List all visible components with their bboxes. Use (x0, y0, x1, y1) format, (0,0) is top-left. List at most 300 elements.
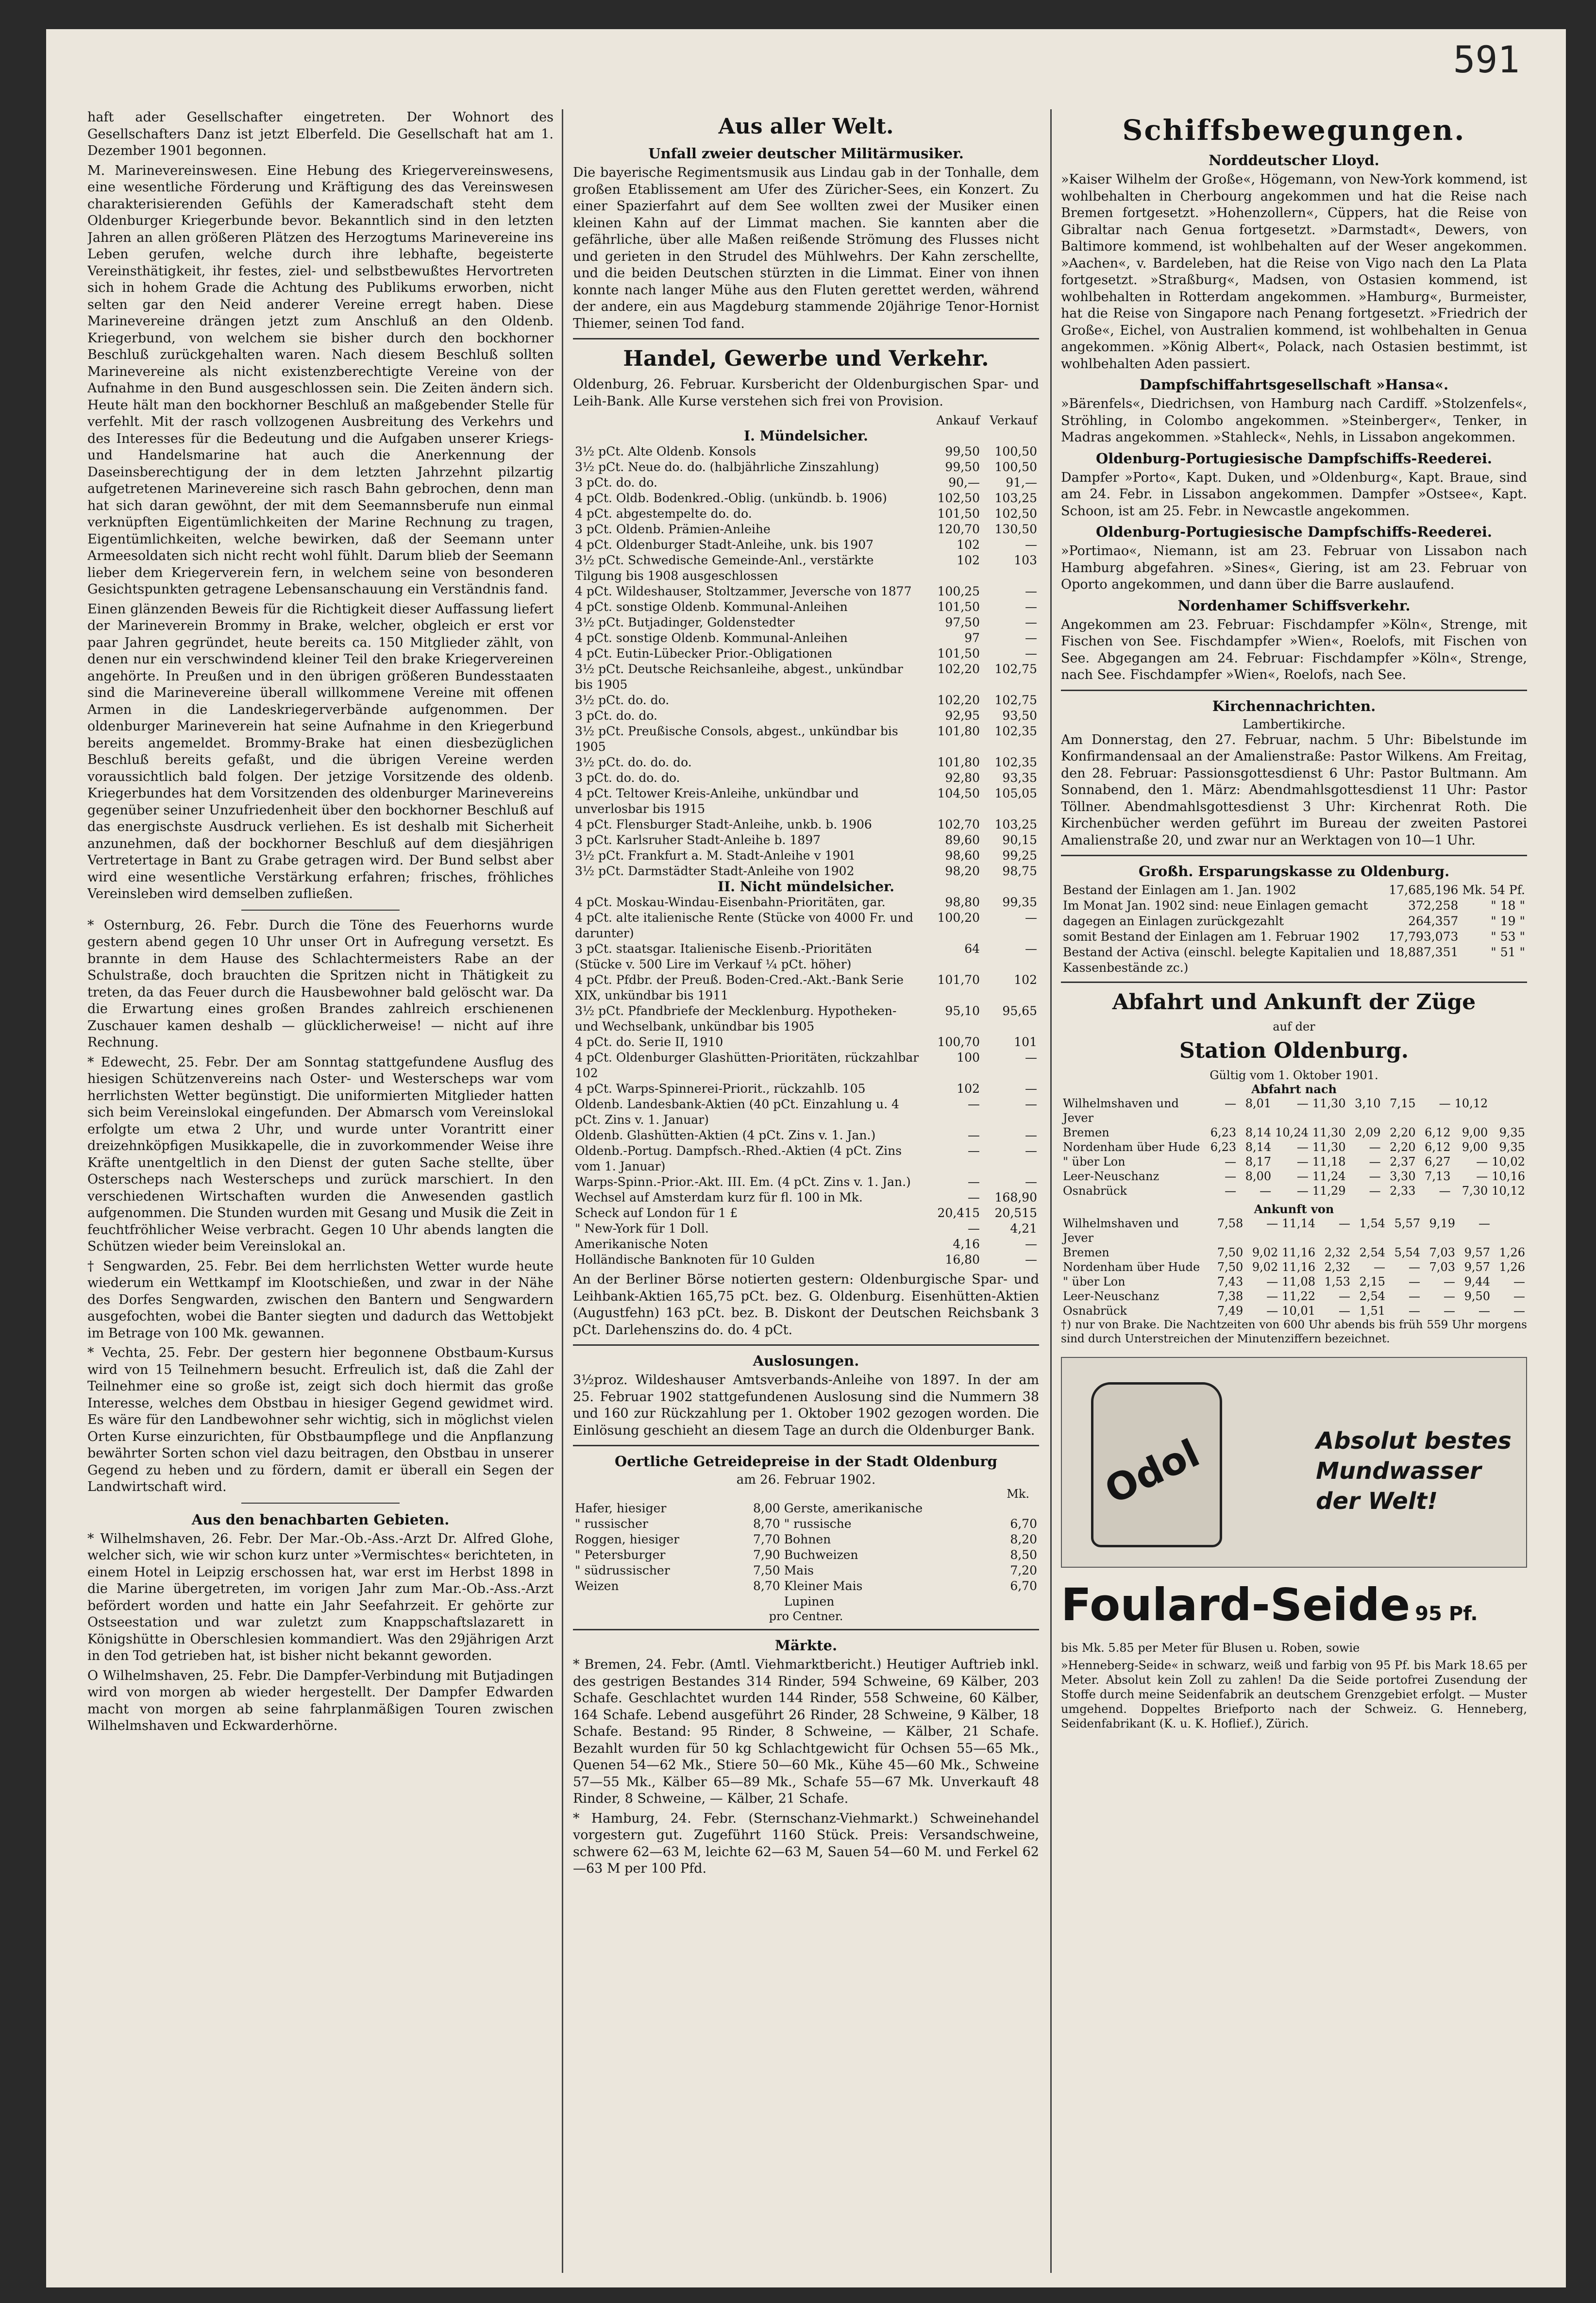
table-cell: 20,515 (994, 1206, 1037, 1220)
table-row (573, 553, 1039, 584)
table-row (573, 864, 1039, 879)
kurs-table (573, 413, 1039, 1268)
foulard-text: »Henneberg-Seide« in schwarz, weiß und farbig von 95 Pf. bis Mark 18.65 per Meter. Absolut kein Zoll zu zahlen! Da die Seide portofrei Zusendung der Stoffe durch meine Seidenfabrik an deutschem Grenzgebiet erfolgt. — Muster umgehend. Doppeltes Briefporto nach der Schweiz. G. Henneberg, Seidenfabrikant (K. u. K. Hoflief.), Zürich. (1061, 1659, 1527, 1730)
table-cell: 102,20 (937, 662, 980, 676)
table-cell: 100,50 (994, 444, 1037, 458)
table-row (573, 1547, 1039, 1563)
table-cell: 17,793,073 (1389, 930, 1459, 944)
getreide-table (573, 1501, 1039, 1609)
table-cell: 102,20 (937, 693, 980, 707)
table-cell: 98,20 (945, 864, 980, 878)
table-row (573, 1097, 1039, 1128)
foulard-advertisement (1061, 1578, 1527, 1731)
table-cell: 8,14 (1245, 1126, 1272, 1139)
table-cell: — (1025, 1128, 1037, 1142)
table-cell: — (1025, 538, 1037, 552)
table-cell: II. Nicht mündelsicher. (718, 879, 894, 895)
table-cell: 9,57 (1464, 1260, 1490, 1274)
table-cell: 99,35 (1002, 895, 1037, 909)
table-cell: 4 pCt. Moskau-Windau-Eisenbahn-Prioritäten, gar. (575, 895, 886, 909)
table-cell: 7,49 (1217, 1304, 1243, 1318)
table-section-heading (573, 428, 1039, 444)
table-cell: 3 pCt. Oldenb. Prämien-Anleihe (575, 522, 771, 536)
table-cell: 8,20 (1010, 1532, 1037, 1546)
abfahrt-table (1061, 1096, 1527, 1198)
table-cell: Bremen (1063, 1246, 1109, 1259)
kursbericht-intro: Oldenburg, 26. Februar. Kursbericht der Oldenburgischen Spar- und Leih-Bank. Alle Kurse verstehen sich frei von Provision. (573, 377, 1039, 409)
table-cell: 4 pCt. Oldenburger Glashütten-Prioritäten, rückzahlbar 102 (575, 1050, 919, 1080)
column-right (1061, 109, 1527, 2268)
table-cell: 2,37 (1390, 1155, 1416, 1168)
divider (573, 1629, 1039, 1630)
table-cell: 100,25 (937, 584, 980, 598)
table-cell: 3½ pCt. do. do. do. (575, 755, 692, 769)
table-cell: 102,75 (994, 662, 1037, 676)
table-row (573, 1221, 1039, 1236)
table-cell: Warps-Spinn.-Prior.-Akt. III. Em. (4 pCt. Zins v. 1. Jan.) (575, 1175, 911, 1189)
table-cell: 8,00 (1245, 1169, 1272, 1183)
table-row (573, 1128, 1039, 1143)
table-cell: 99,50 (945, 460, 980, 474)
article-osternburg: * Osternburg, 26. Febr. Durch die Töne des Feuerhorns wurde gestern abend gegen 10 Uhr unser Ort in Aufregung versetzt. Es brannte in dem Hause des Schlachtermeisters Rabe an der Schulstraße, doch brauchten die Spritzen nicht in Thätigkeit zu treten, da das Feuer durch die Hausbewohner bald gelöscht war. Da die Erwartung eines großen Brandes zahlreich erschienenen Zuschauer kamen deshalb — glücklicherweise! — nicht auf ihre Rechnung. (87, 917, 554, 1050)
table-cell: 7,20 (1010, 1563, 1037, 1577)
table-row (573, 661, 1039, 693)
berlin-boerse: An der Berliner Börse notierten gestern: Oldenburgische Spar- und Leihbank-Aktien 165,75 pCt. bez. G. Oldenburg. Eisenhütten-Aktien (Augustfehn) 163 pCt. bez. B. Diskont der Deutschen Reichsbank 3 pCt. Darlehenszins do. do. 4 pCt. (573, 1272, 1039, 1338)
table-cell: " New-York für 1 Doll. (575, 1221, 709, 1236)
table-cell: 11,29 (1312, 1184, 1346, 1198)
foulard-side: bis Mk. 5.85 per Meter für Blusen u. Roben, sowie (1061, 1641, 1360, 1655)
table-cell: — (1266, 1304, 1278, 1318)
table-cell: 102,50 (994, 507, 1037, 521)
section-heading: Aus aller Welt. (718, 114, 894, 139)
table-cell: Hafer, hiesiger (575, 1501, 667, 1515)
table-cell: 11,18 (1312, 1155, 1346, 1168)
table-row (573, 895, 1039, 910)
table-cell: Verkauf (990, 413, 1037, 427)
section-heading: Schiffsbewegungen. (1122, 114, 1466, 147)
table-cell: 5,54 (1394, 1246, 1420, 1259)
table-cell: 1,26 (1499, 1260, 1525, 1274)
table-cell: 97 (964, 631, 980, 645)
table-cell: — (1296, 1155, 1309, 1168)
table-cell: Lupinen (784, 1594, 835, 1609)
table-cell: 10,12 (1454, 1097, 1488, 1110)
divider (573, 1344, 1039, 1346)
getreide-foot: pro Centner. (769, 1609, 843, 1623)
subheading: Oldenburg-Portugiesische Dampfschiffs-Reederei. (1095, 524, 1493, 540)
table-cell: — (1369, 1184, 1381, 1198)
table-cell: 6,27 (1425, 1155, 1451, 1168)
table-cell: " 19 " (1491, 914, 1525, 928)
table-row (573, 1190, 1039, 1205)
table-cell: 4 pCt. alte italienische Rente (Stücke von 4000 Fr. und darunter) (575, 911, 913, 940)
table-cell: 3 pCt. do. do. (575, 475, 657, 490)
table-cell: 101,50 (937, 600, 980, 614)
table-cell: " über Lon (1063, 1155, 1126, 1168)
ship-portug-2: »Portimao«, Niemann, ist am 23. Februar von Lissabon nach Hamburg abgefahren. »Sines«, Giering, ist am 23. Februar von Oporto angekommen, und dann über die Barre auslaufend. (1061, 543, 1527, 592)
table-cell: 3½ pCt. Frankfurt a. M. Stadt-Anleihe v 1901 (575, 848, 856, 863)
table-cell: 18,887,351 (1389, 945, 1459, 959)
table-cell: 11,30 (1312, 1097, 1346, 1110)
table-cell: 4,21 (1010, 1221, 1037, 1236)
table-cell: 11,08 (1282, 1275, 1315, 1288)
table-cell: 3½ pCt. Deutsche Reichsanleihe, abgest., unkündbar bis 1905 (575, 662, 903, 692)
table-cell: — (968, 1128, 980, 1142)
table-row (1061, 1245, 1527, 1260)
table-cell: 3½ pCt. Neue do. do. (halbjährliche Zinszahlung) (575, 460, 879, 474)
table-cell: 10,16 (1492, 1169, 1525, 1183)
table-cell: — (1513, 1289, 1525, 1303)
table-cell: 7,15 (1390, 1097, 1416, 1110)
table-cell: 2,15 (1359, 1275, 1385, 1288)
table-cell: 4 pCt. abgestempelte do. do. (575, 507, 752, 521)
table-cell: — (1025, 1253, 1037, 1267)
table-cell: 9,02 (1252, 1246, 1278, 1259)
table-cell: 2,32 (1324, 1246, 1350, 1259)
table-cell: 7,50 (753, 1563, 780, 1577)
table-cell: Amerikanische Noten (575, 1237, 708, 1251)
article-edewecht: * Edewecht, 25. Febr. Der am Sonntag stattgefundene Ausflug des hiesigen Schützenvereins nach Oster- und Westerscheps war vom herrlichsten Wetter begünstigt. Die uniformierten Mitglieder hatten sich beim Vereinslokal eingefunden. Der Abmarsch vom Vereinslokal erfolgte um etwa 2 Uhr, und wurde unter Vorantritt einer dreizehnköpfigen Musikkapelle, die in zuvorkommender Weise ihre Kräfte unentgeltlich in den Dienst der guten Sache stellte, über Osterscheps nach Westerscheps und zurück marschiert. In den verschiedenen Wirtschaften wurden die Anwesenden gastlich aufgenommen. Die Stunden wurden mit Gesang und Musik die Zeit in feuchtfröhlicher Weise verbracht. Gegen 10 Uhr abends langten die Schützen wieder beim Vereinslokal an. (87, 1054, 554, 1254)
table-cell: 6,12 (1425, 1140, 1451, 1154)
table-cell: 98,75 (1002, 864, 1037, 878)
table-cell: — (1225, 1097, 1237, 1110)
table-cell: 105,05 (994, 786, 1037, 800)
article-marinevereine: M. Marinevereinswesen. Eine Hebung des Kriegervereinswesens, eine wesentliche Förderung und Kräftigung des das Vereinswesen charakterisierenden Gefühls der Kameradschaft steht dem Oldenburger Kriegerbunde bevor. Bekanntlich sind in den letzten Jahren an allen größeren Plätzen des Herzogtums Marinevereine ins Leben gerufen, welche durch ihre lebhafte, begeisterte Vereinsthätigkeit, ihr festes, ziel- und selbstbewußtes Hervortreten sich in hohem Grade die Achtung des Publikums erworben, nicht selten gar den Neid anderer Vereine erregt haben. Diese Marinevereine drängen jetzt zum Anschluß an den Oldenb. Kriegerbund, von welchem sie bisher durch den bockhorner Beschluß zurückgehalten waren. Nach diesem Beschluß sollten Marinevereine als nicht existenzberechtigte Vereine von der Aufnahme in den Bund ausgeschlossen sein. Die Zeiten ändern sich. Heute hält man den bockhorner Beschluß an maßgebender Stelle für verfehlt. Mit der rasch vollzogenen Ausbreitung des Verkehrs und des Interesses für die Bedeutung und die Aufgaben unserer Kriegs- und Handelsmarine hat auch die Anerkennung der Daseinsberechtigung der in dem letzten Jahrzehnt pilzartig aufgetretenen Marinevereine sich rasch Bahn gebrochen, denn man hat sich daran gewöhnt, der mit dem Seemannsberufe nun einmal verknüpften Eigentümlichkeiten der Marine Rechnung zu tragen, Eigentümlichkeiten, welche bewirken, daß der Seemann unter Armeesoldaten sich nicht recht wohl fühlt. Darum blieb der Seemann lieber dem Kriegerverein fern, in welchem seine von besonderen Gesichtspunkten getragene Lebensanschauung ein Verständnis fand. (87, 163, 554, 597)
section-heading: Handel, Gewerbe und Verkehr. (623, 346, 989, 371)
table-cell: 101,70 (937, 973, 980, 987)
table-row (573, 1501, 1039, 1516)
table-cell: " Petersburger (575, 1548, 666, 1562)
ship-portug: Dampfer »Porto«, Kapt. Duken, und »Oldenburg«, Kapt. Braue, sind am 24. Febr. in Lissabon angekommen. Dampfer »Ostsee«, Kapt. Schoon, ist am 25. Febr. in Newcastle angekommen. (1061, 470, 1527, 519)
table-cell: 7,30 (1462, 1184, 1488, 1198)
article-wilhelmshaven: * Wilhelmshaven, 26. Febr. Der Mar.-Ob.-Ass.-Arzt Dr. Alfred Glohe, welcher sich, wie wir schon kurz unter »Vermischtes« berichteten, in einem Hotel in Leipzig erschossen hat, war erst im Herbst 1898 in die Marine übergetreten, im vorigen Jahr zum Mar.-Ob.-Ass.-Arzt befördert worden und hatte ein Jahr Seefahrzeit. Er gehörte zur Ostseestation und war zuletzt zum Knappschaftslazarett in Königshütte in Oberschlesien kommandiert. Was den 29jährigen Arzt in den Tod getrieben hat, ist bisher nicht bekannt geworden. (87, 1531, 554, 1663)
table-cell: 101,80 (937, 755, 980, 769)
odol-logo: Odol (1098, 1431, 1207, 1513)
table-row (1061, 914, 1527, 929)
table-row (573, 615, 1039, 630)
table-cell: — (1444, 1275, 1455, 1288)
table-cell: Wilhelmshaven und Jever (1063, 1217, 1179, 1245)
table-cell: 102,75 (994, 693, 1037, 707)
table-row (573, 1003, 1039, 1034)
table-cell: 102,35 (994, 755, 1037, 769)
foulard-name: Foulard-Seide (1061, 1579, 1411, 1631)
table-cell: — (968, 1190, 980, 1204)
odol-advertisement (1061, 1357, 1527, 1568)
foulard-price: 95 Pf. (1415, 1603, 1478, 1625)
table-row (1061, 1216, 1527, 1245)
table-cell (982, 1594, 1039, 1609)
article-auslosung: 3½proz. Wildeshauser Amtsverbands-Anleihe von 1897. In der am 25. Februar 1902 stattgefundenen Auslosung sind die Nummern 38 und 160 zur Rückzahlung per 1. Oktober 1902 gezogen worden. Die Einlösung geschieht an diesem Tage an durch die Oldenburger Bank. (573, 1372, 1039, 1438)
table-row (1061, 1125, 1527, 1140)
table-row (573, 1516, 1039, 1532)
section-heading: Märkte. (774, 1637, 838, 1654)
divider (1061, 690, 1527, 691)
table-row (573, 1594, 1039, 1609)
table-cell: — (1369, 1169, 1381, 1183)
table-cell: 102 (957, 553, 980, 567)
table-cell (573, 413, 924, 428)
station-heading: Station Oldenburg. (1179, 1038, 1409, 1063)
section-heading: Abfahrt und Ankunft der Züge (1112, 990, 1476, 1015)
table-cell: 5,57 (1394, 1217, 1420, 1230)
ship-nordenham: Angekommen am 23. Februar: Fischdampfer »Köln«, Strenge, mit Fischen von See. Fischdampfer »Wien«, Roelofs, mit Fischen von See. Abgegangen am 24. Februar: Fischdampfer »Köln«, Strenge, nach See. Fischdampfer »Wien«, Roelofs, nach See. (1061, 617, 1527, 682)
table-row (573, 910, 1039, 941)
table-cell: 6,12 (1425, 1126, 1451, 1139)
table-cell: — (1374, 1260, 1385, 1274)
table-cell: 92,80 (945, 771, 980, 785)
column-left (87, 109, 554, 2268)
ankunft-heading: Ankunft von (1254, 1202, 1334, 1216)
table-cell: 7,58 (1217, 1217, 1243, 1230)
table-cell: 8,70 (753, 1517, 780, 1531)
foulard-title (1061, 1578, 1527, 1641)
table-cell: 9,44 (1464, 1275, 1490, 1288)
table-row (573, 693, 1039, 708)
divider (241, 910, 400, 911)
table-row (573, 491, 1039, 506)
table-cell: 120,70 (937, 522, 980, 536)
table-cell: Roggen, hiesiger (575, 1532, 680, 1546)
subheading: Oldenburg-Portugiesische Dampfschiffs-Reederei. (1095, 450, 1493, 467)
table-cell: 11,22 (1282, 1289, 1315, 1303)
table-cell: 2,32 (1324, 1260, 1350, 1274)
column-rule (1050, 109, 1052, 2273)
table-cell: 64 (964, 942, 980, 956)
table-cell: 4 pCt. Teltower Kreis-Anleihe, unkündbar und unverlosbar bis 1915 (575, 786, 859, 816)
table-cell: — (1339, 1289, 1350, 1303)
table-cell: 100 (957, 1050, 980, 1065)
table-cell: 89,60 (945, 833, 980, 847)
table-cell: 168,90 (994, 1190, 1037, 1204)
table-cell: Buchweizen (784, 1548, 858, 1562)
table-row (1061, 1274, 1527, 1289)
table-cell: 90,15 (1002, 833, 1037, 847)
table-cell: 1,51 (1359, 1304, 1385, 1318)
table-row (1061, 1169, 1527, 1184)
divider (1061, 982, 1527, 983)
table-cell: Oldenb. Glashütten-Aktien (4 pCt. Zins v. 1. Jan.) (575, 1128, 876, 1142)
table-row (573, 459, 1039, 475)
table-cell: 10,01 (1282, 1304, 1315, 1318)
table-cell: 6,23 (1210, 1140, 1237, 1154)
table-cell: Holländische Banknoten für 10 Gulden (575, 1253, 815, 1267)
table-cell: — (1478, 1304, 1490, 1318)
table-cell: Mk. 54 Pf. (1462, 883, 1525, 897)
section-heading: Aus den benachbarten Gebieten. (191, 1511, 450, 1528)
table-cell: I. Mündelsicher. (744, 428, 868, 444)
table-cell: 103,25 (994, 491, 1037, 505)
table-cell: 7,90 (753, 1548, 780, 1562)
table-cell: 93,35 (1002, 771, 1037, 785)
table-cell: Bestand der Activa (einschl. belegte Kapitalien und Kassenbestände zc.) (1063, 945, 1380, 975)
table-cell: 101,50 (937, 646, 980, 660)
table-cell: 90,— (948, 475, 980, 490)
table-cell: Bohnen (784, 1532, 831, 1546)
getreide-unit: Mk. (1007, 1487, 1029, 1501)
table-cell: — (1478, 1217, 1490, 1230)
table-cell: 102 (957, 538, 980, 552)
table-cell: — (1296, 1169, 1309, 1183)
table-cell: — (1025, 911, 1037, 925)
table-cell: 7,13 (1425, 1169, 1451, 1183)
table-cell: 20,415 (937, 1206, 980, 1220)
table-cell: 101,50 (937, 507, 980, 521)
table-cell: Osnabrück (1063, 1304, 1127, 1318)
table-cell: 8,70 (753, 1579, 780, 1593)
table-cell: 8,14 (1245, 1140, 1272, 1154)
table-cell: 100,20 (937, 911, 980, 925)
table-row (573, 506, 1039, 522)
table-row (573, 1252, 1039, 1268)
table-cell: — (1266, 1275, 1278, 1288)
table-cell: — (968, 1221, 980, 1236)
table-cell: 7,03 (1429, 1246, 1455, 1259)
odol-line: Absolut bestes (1316, 1427, 1512, 1455)
table-row (573, 832, 1039, 848)
table-cell: 264,357 (1408, 914, 1459, 928)
table-row (1061, 929, 1527, 945)
table-cell: — (1266, 1217, 1278, 1230)
table-cell: 3 pCt. Karlsruher Stadt-Anleihe b. 1897 (575, 833, 821, 847)
odol-slogan (1316, 1426, 1512, 1516)
table-cell: 4 pCt. Oldb. Bodenkred.-Oblig. (unkündb. b. 1906) (575, 491, 887, 505)
table-cell: 4 pCt. Eutin-Lübecker Prior.-Obligationen (575, 646, 833, 660)
table-cell: 101,80 (937, 724, 980, 738)
section-heading: Kirchennachrichten. (1212, 697, 1376, 714)
table-row (1061, 1096, 1527, 1125)
divider (1061, 855, 1527, 856)
table-cell: — (1444, 1289, 1455, 1303)
table-cell: 102 (1014, 973, 1037, 987)
table-cell: 3,10 (1355, 1097, 1381, 1110)
table-cell: 9,00 (1462, 1126, 1488, 1139)
article-wilhelmshaven-2: O Wilhelmshaven, 25. Febr. Die Dampfer-Verbindung mit Butjadingen wird von morgen ab wieder hergestellt. Der Dampfer Edwarden macht von morgen ab seine fahrplanmäßigen Touren zwischen Wilhelmshaven und Eckwarderhörne. (87, 1668, 554, 1733)
table-cell: — (1409, 1275, 1420, 1288)
table-cell: 103 (1014, 553, 1037, 567)
table-cell: 99,50 (945, 444, 980, 458)
table-cell: — (1025, 1237, 1037, 1251)
table-cell: 10,24 (1275, 1126, 1309, 1139)
getreide-date: am 26. Februar 1902. (736, 1473, 876, 1487)
table-row (573, 1081, 1039, 1097)
table-cell: 7,03 (1429, 1260, 1455, 1274)
table-cell: 100,70 (937, 1035, 980, 1049)
table-cell: — (1296, 1140, 1309, 1154)
table-cell (573, 1594, 725, 1609)
table-cell: 4 pCt. Wildeshauser, Stoltzammer, Jeversche von 1877 (575, 584, 912, 598)
table-cell: 7,38 (1217, 1289, 1243, 1303)
column-rule (562, 109, 563, 2273)
table-cell: — (1409, 1260, 1420, 1274)
table-cell: 4 pCt. Oldenburger Stadt-Anleihe, unk. bis 1907 (575, 538, 874, 552)
table-row (1061, 1304, 1527, 1318)
table-cell: 1,53 (1324, 1275, 1350, 1288)
table-cell: Oldenb. Landesbank-Aktien (40 pCt. Einzahlung u. 4 pCt. Zins v. 1. Januar) (575, 1097, 899, 1127)
table-cell: 4 pCt. Warps-Spinnerei-Priorit., rückzahlb. 105 (575, 1082, 866, 1096)
table-cell: dagegen an Einlagen zurückgezahlt (1063, 914, 1284, 928)
table-row (573, 1034, 1039, 1050)
table-cell: — (1369, 1140, 1381, 1154)
page-number: 591 (1453, 38, 1520, 81)
table-row (573, 1143, 1039, 1174)
table-cell: — (1339, 1304, 1350, 1318)
subheading: Lambertikirche. (1242, 717, 1346, 732)
article-vechta: * Vechta, 25. Febr. Der gestern hier begonnene Obstbaum-Kursus wird von 15 Teilnehmern besucht. Erfreulich ist, daß die Zahl der Teilnehmer eine so große ist, zeigt sich doch hiermit das große Interesse, welches dem Obstbau in hiesiger Gegend gewidmet wird. Es wäre für den Landbewohner sehr wichtig, sich in möglichst vielen Orten Kurse einzurichten, für Obstbaumpflege und die Anpflanzung bewährter Sorten schon viel dazu beitragen, den Obstbau in unserer Gegend zu heben und zu fördern, damit er überall ein Segen der Landwirtschaft wird. (87, 1345, 554, 1494)
table-cell: 3 pCt. staatsgar. Italienische Eisenb.-Prioritäten (Stücke v. 500 Lire im Verkauf ¼ pCt. höher) (575, 942, 872, 971)
table-cell: — (1225, 1169, 1237, 1183)
table-cell: 7,50 (1217, 1246, 1243, 1259)
table-cell: 3½ pCt. Butjadinger, Goldenstedter (575, 615, 795, 629)
table-cell: Wilhelmshaven und Jever (1063, 1097, 1179, 1125)
divider (573, 338, 1039, 339)
odol-line: Mundwasser (1316, 1457, 1481, 1485)
table-cell: — (1409, 1304, 1420, 1318)
divider (241, 1503, 400, 1504)
table-cell: 92,95 (945, 709, 980, 723)
table-cell: somit Bestand der Einlagen am 1. Februar 1902 (1063, 930, 1360, 944)
article-unfall: Die bayerische Regimentsmusik aus Lindau gab in der Tonhalle, dem großen Etablissement am Ufer des Züricher-Sees, ein Konzert. Zu einer Spazierfahrt auf dem See wollten zwei der Musiker einen kleinen Kahn auf der Limmat machen. Sie kannten aber die gefährliche, über alle Maßen reißende Strömung des Flusses nicht und gerieten in den Strudel des Mühlwehrs. Der Kahn zerschellte, und die beiden Deutschen stürzten in die Limmat. Einer von ihnen konnte nach langer Mühe aus den Fluten gerettet werden, während der andere, ein aus Magdeburg stammende 20jährige Tenor-Hornist Thiemer, seinen Tod fand. (573, 165, 1039, 331)
table-cell: 100,50 (994, 460, 1037, 474)
table-row (573, 646, 1039, 661)
table-row (1061, 1260, 1527, 1274)
market-hamburg: * Hamburg, 24. Febr. (Sternschanz-Viehmarkt.) Schweinehandel vorgestern gut. Zugeführt 1160 Stück. Preis: Versandschweine, schwere 62—63 M, leichte 62—63 M, Sauen 54—60 M. und Ferkel 62—63 M per 100 Pfd. (573, 1811, 1039, 1876)
table-row (573, 708, 1039, 724)
table-cell: 104,50 (937, 786, 980, 800)
table-cell: 1,26 (1499, 1246, 1525, 1259)
subheading: Dampfschiffahrtsgesellschaft »Hansa«. (1139, 376, 1449, 393)
table-row (1061, 882, 1527, 898)
table-cell: 93,50 (1002, 709, 1037, 723)
table-cell: 102,35 (994, 724, 1037, 738)
table-cell: 130,50 (994, 522, 1037, 536)
table-cell: 8,17 (1245, 1155, 1272, 1168)
table-cell: 6,70 (1010, 1579, 1037, 1593)
table-cell: 6,23 (1210, 1126, 1237, 1139)
table-row (573, 1236, 1039, 1252)
table-cell: Mais (784, 1563, 814, 1577)
table-cell: 3½ pCt. Darmstädter Stadt-Anleihe von 1902 (575, 864, 855, 878)
table-cell: — (968, 1175, 980, 1189)
table-cell (725, 1594, 782, 1609)
table-row (573, 475, 1039, 491)
table-cell: Leer-Neuschanz (1063, 1289, 1159, 1303)
ship-hansa: »Bärenfels«, Diedrichsen, von Hamburg nach Cardiff. »Stolzenfels«, Ströhling, in Colombo angekommen. »Steinberger«, Tenker, in Madras angekommen. »Stahleck«, Nehls, in Lissabon angekommen. (1061, 396, 1527, 445)
table-cell: 4 pCt. do. Serie II, 1910 (575, 1035, 723, 1049)
table-cell: 95,10 (945, 1004, 980, 1018)
table-cell: 9,19 (1429, 1217, 1455, 1230)
table-cell: Weizen (575, 1579, 619, 1593)
table-cell: — (1476, 1169, 1488, 1183)
table-cell: Scheck auf London für 1 £ (575, 1206, 738, 1220)
table-cell: " 18 " (1491, 898, 1525, 913)
table-section-heading (573, 879, 1039, 895)
newspaper-page (46, 29, 1566, 2287)
table-cell: 4,16 (953, 1237, 980, 1251)
table-cell: 102,70 (937, 817, 980, 831)
table-cell: Kleiner Mais (784, 1579, 863, 1593)
table-cell: — (1025, 942, 1037, 956)
table-cell: 9,00 (1462, 1140, 1488, 1154)
table-cell: 91,— (1006, 475, 1037, 490)
table-cell: 9,35 (1499, 1140, 1525, 1154)
table-cell: Osnabrück (1063, 1184, 1127, 1198)
article-marinevereine-cont: Einen glänzenden Beweis für die Richtigkeit dieser Auffassung liefert der Marineverein Brommy in Brake, welcher, obgleich er erst vor paar Jahren gegründet, heute bereits ca. 150 Mitglieder zählt, von denen nur ein verschwindend kleiner Teil den brake Kriegervereinen angehörte. In Preußen und in den übrigen größeren Bundesstaaten sind die Marinevereine überall willkommene Vereine mit offenen Armen in die Landeskriegerverbände aufgenommen. Der oldenburger Marineverein hat seine Aufnahme in den Kriegerbund bereits angemeldet. Brommy-Brake hat einen diesbezüglichen Beschluß bereits gefaßt, und die übrigen Vereine werden voraussichtlich bald folgen. Der jetzige Vorsitzende des oldenb. Kriegerbundes hat dem Vorsitzenden des oldenburger Marinevereins gegenüber seiner Unzufriedenheit über den bockhorner Beschluß auf das energischste Ausdruck verliehen. Es ist deshalb mit Sicherheit anzunehmen, daß der bockhorner Beschluß auf dem diesjährigen Vertretertage in Bant zu Grabe getragen wird. Der Bund selbst aber wird eine wesentliche Verstärkung erfahren; frisches, fröhliches Vereinsleben wird demselben zufließen. (87, 601, 554, 901)
table-cell: 95,65 (1002, 1004, 1037, 1018)
article-intro: haft ader Gesellschafter eingetreten. Der Wohnort des Gesellschafters Danz ist jetzt Elberfeld. Die Gesellschaft hat am 1. Dezember 1901 begonnen. (87, 110, 554, 158)
table-cell: 11,30 (1312, 1140, 1346, 1154)
table-row (573, 770, 1039, 786)
